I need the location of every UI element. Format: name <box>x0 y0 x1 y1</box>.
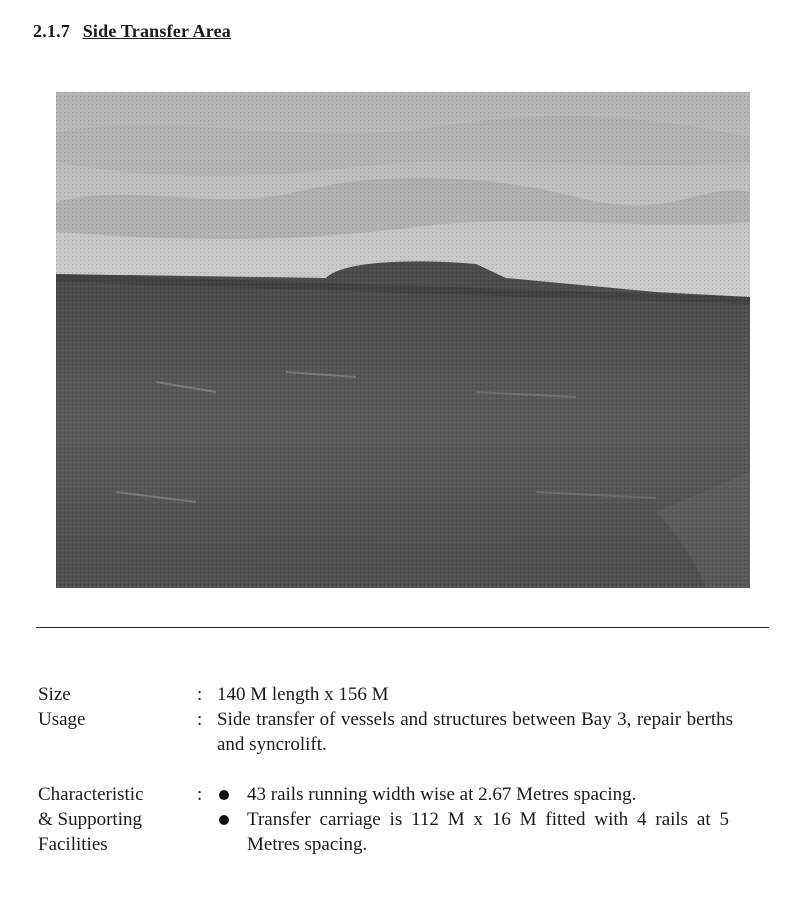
characteristic-label <box>38 782 144 857</box>
characteristic-label-line3: Facilities <box>38 834 108 855</box>
size-label: Size <box>38 684 71 705</box>
size-colon: : <box>197 684 203 705</box>
list-item <box>217 807 729 857</box>
usage-value: Side transfer of vessels and structures between Bay 3, repair berths and syncrolift. <box>217 709 733 755</box>
characteristic-list <box>217 782 729 857</box>
bullet-icon <box>219 815 229 825</box>
usage-colon: : <box>197 709 203 730</box>
characteristic-colon: : <box>197 784 203 805</box>
list-item-text: 43 rails running width wise at 2.67 Metres spacing. <box>247 784 637 805</box>
characteristic-label-line2: & Supporting <box>38 809 142 830</box>
usage-label: Usage <box>38 709 86 730</box>
section-heading <box>33 21 231 42</box>
section-number: 2.1.7 <box>33 21 70 41</box>
section-title: Side Transfer Area <box>82 21 231 41</box>
bullet-icon <box>219 790 229 800</box>
side-transfer-area-photo <box>56 92 750 588</box>
characteristic-label-line1: Characteristic <box>38 784 144 805</box>
list-item-text: Transfer carriage is 112 M x 16 M fitted with 4 rails at 5 Metres spacing. <box>247 809 729 855</box>
list-item <box>217 782 729 807</box>
size-value: 140 M length x 156 M <box>217 684 389 705</box>
horizontal-divider <box>36 627 769 628</box>
